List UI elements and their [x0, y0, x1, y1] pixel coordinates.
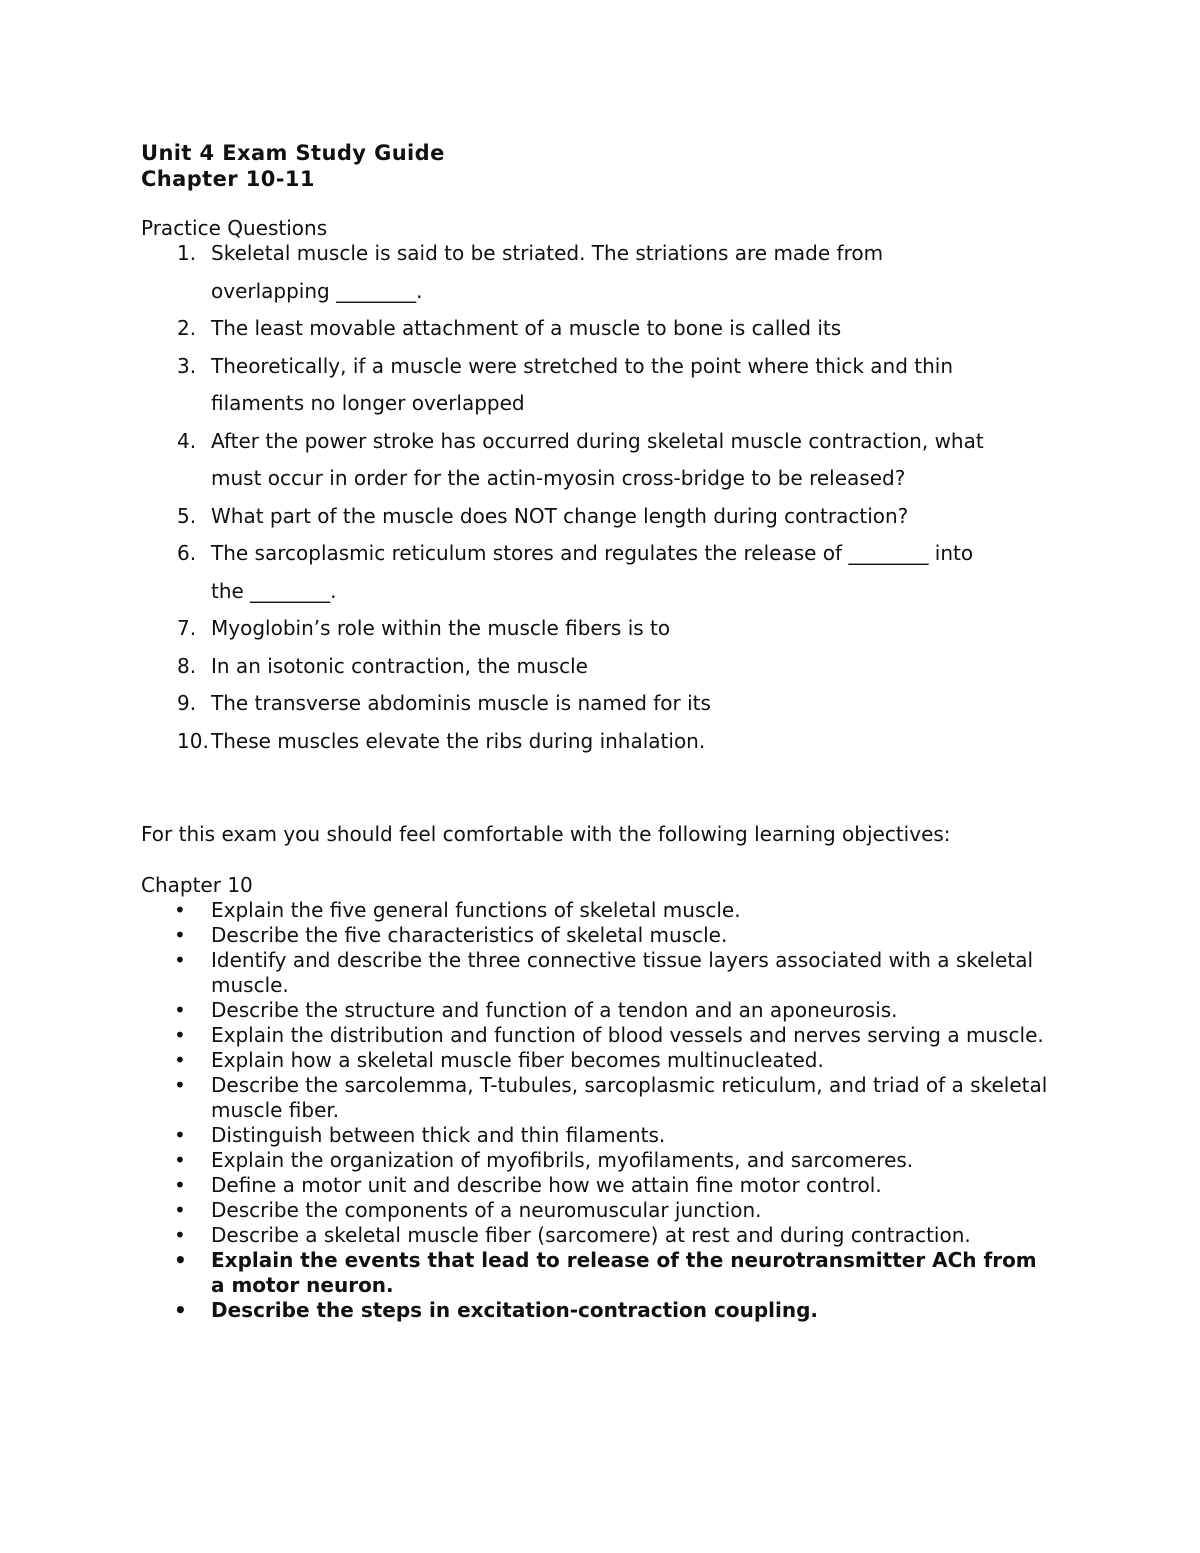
- question-number: 3.: [177, 353, 197, 378]
- question-item: [141, 535, 1051, 610]
- question-line: Theoretically, if a muscle were stretched to the point where thick and thin: [211, 353, 954, 378]
- bullet-icon: •: [174, 1298, 187, 1322]
- objective-text: Describe a skeletal muscle fiber (sarcomere) at rest and during contraction.: [211, 1223, 971, 1247]
- question-item: [141, 423, 1051, 498]
- practice-question-list: [141, 235, 1051, 760]
- objective-item: [141, 898, 1051, 923]
- objective-text: Distinguish between thick and thin filaments.: [211, 1123, 666, 1147]
- objective-text: Describe the components of a neuromuscular junction.: [211, 1198, 762, 1222]
- objective-text: Explain the organization of myofibrils, myofilaments, and sarcomeres.: [211, 1148, 914, 1172]
- question-item: [141, 235, 1051, 310]
- document-subtitle: Chapter 10-11: [141, 167, 315, 191]
- document-title: Unit 4 Exam Study Guide: [141, 141, 445, 165]
- bullet-icon: •: [174, 1023, 186, 1047]
- objective-item-bold: [141, 1248, 1051, 1298]
- objective-item: [141, 1123, 1051, 1148]
- bullet-icon: •: [174, 1123, 186, 1147]
- objective-text: Explain the five general functions of skeletal muscle.: [211, 898, 741, 922]
- objective-item: [141, 1148, 1051, 1173]
- objective-text: Identify and describe the three connective tissue layers associated with a skeletal muscle.: [211, 948, 1034, 997]
- bullet-icon: •: [174, 1198, 186, 1222]
- objective-item: [141, 1023, 1051, 1048]
- question-item: [141, 498, 1051, 536]
- bullet-icon: •: [174, 1223, 186, 1247]
- question-item: [141, 310, 1051, 348]
- objective-text: Describe the five characteristics of skeletal muscle.: [211, 923, 728, 947]
- question-item: [141, 648, 1051, 686]
- objective-text: Define a motor unit and describe how we attain fine motor control.: [211, 1173, 882, 1197]
- objective-item: [141, 1198, 1051, 1223]
- objective-text: Describe the steps in excitation-contraction coupling.: [211, 1298, 818, 1322]
- question-line: In an isotonic contraction, the muscle: [211, 653, 588, 678]
- bullet-icon: •: [174, 1248, 187, 1272]
- question-line: Myoglobin’s role within the muscle fibers is to: [211, 616, 671, 640]
- question-line: The transverse abdominis muscle is named for its: [211, 691, 711, 715]
- question-line: After the power stroke has occurred during skeletal muscle contraction, what: [211, 428, 984, 453]
- question-line: What part of the muscle does NOT change length during contraction?: [211, 503, 909, 528]
- bullet-icon: •: [174, 1173, 186, 1197]
- objective-text: Explain the events that lead to release of the neurotransmitter ACh from a motor neuron.: [211, 1248, 1037, 1297]
- practice-questions-label: Practice Questions: [141, 216, 328, 240]
- question-line: The least movable attachment of a muscle to bone is called its: [211, 316, 842, 340]
- objective-item-bold: [141, 1298, 1051, 1323]
- chapter-10-label: Chapter 10: [141, 873, 253, 897]
- question-number: 4.: [177, 428, 197, 453]
- bullet-icon: •: [174, 1073, 186, 1097]
- objectives-intro: For this exam you should feel comfortable with the following learning objectives:: [141, 822, 951, 846]
- objective-item: [141, 1048, 1051, 1073]
- question-number: 1.: [177, 241, 197, 265]
- objectives-list: [141, 898, 1051, 1323]
- question-line: Skeletal muscle is said to be striated. The striations are made from: [211, 241, 884, 265]
- objective-text: Explain how a skeletal muscle fiber becomes multinucleated.: [211, 1048, 824, 1072]
- bullet-icon: •: [174, 898, 186, 922]
- question-line: the ________.: [211, 578, 337, 603]
- question-number: 10.: [177, 728, 209, 753]
- bullet-icon: •: [174, 948, 186, 972]
- objective-text: Describe the structure and function of a tendon and an aponeurosis.: [211, 998, 898, 1022]
- question-number: 2.: [177, 316, 197, 340]
- objective-text: Explain the distribution and function of blood vessels and nerves serving a muscle.: [211, 1023, 1044, 1047]
- objective-item: [141, 1173, 1051, 1198]
- question-number: 5.: [177, 503, 197, 528]
- document-page: [141, 140, 1051, 1323]
- question-line: overlapping ________.: [211, 278, 423, 303]
- objective-item: [141, 1223, 1051, 1248]
- objective-item: [141, 998, 1051, 1023]
- question-item: [141, 685, 1051, 723]
- question-number: 7.: [177, 616, 197, 640]
- question-item: [141, 723, 1051, 761]
- question-number: 6.: [177, 541, 197, 565]
- objective-item: [141, 1073, 1051, 1123]
- bullet-icon: •: [174, 1148, 186, 1172]
- question-item: [141, 348, 1051, 423]
- question-line: These muscles elevate the ribs during inhalation.: [211, 728, 706, 753]
- question-line: filaments no longer overlapped: [211, 391, 525, 415]
- question-number: 8.: [177, 653, 197, 678]
- objective-text: Describe the sarcolemma, T-tubules, sarcoplasmic reticulum, and triad of a skeletal muscle fiber.: [211, 1073, 1048, 1122]
- bullet-icon: •: [174, 1048, 186, 1072]
- question-number: 9.: [177, 691, 197, 715]
- bullet-icon: •: [174, 923, 186, 947]
- question-line: The sarcoplasmic reticulum stores and regulates the release of ________ into: [211, 541, 974, 565]
- question-item: [141, 610, 1051, 648]
- objective-item: [141, 948, 1051, 998]
- question-line: must occur in order for the actin-myosin cross-bridge to be released?: [211, 466, 906, 490]
- objective-item: [141, 923, 1051, 948]
- bullet-icon: •: [174, 998, 186, 1022]
